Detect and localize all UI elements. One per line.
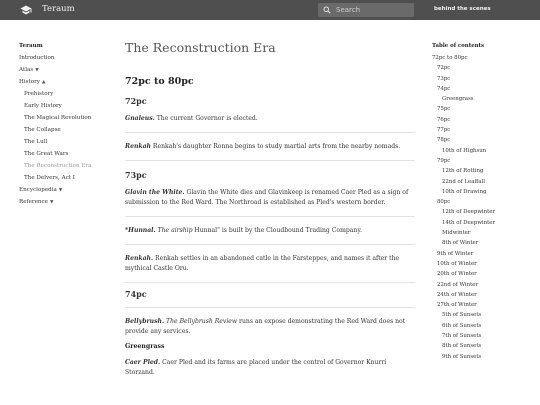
toc-link[interactable]: 27th of Winter	[437, 302, 477, 309]
toc-link[interactable]: 79pc	[437, 157, 451, 164]
sidebar-item[interactable]	[19, 198, 114, 210]
timeline-entry	[125, 254, 415, 274]
timeline-entry	[125, 358, 415, 378]
toc-link[interactable]: 12th of Deepwinter	[442, 209, 496, 216]
year-heading: 74pc	[125, 289, 147, 299]
entry-text: Caer Pled and its farms are placed under the control of Governor Knurri Storzand.	[125, 359, 387, 376]
toc-link[interactable]: 10th of Drawing	[442, 188, 487, 195]
toc-link[interactable]: 10th of Highsun	[442, 147, 487, 154]
sidebar-item[interactable]	[19, 102, 114, 114]
era-heading: 72pc to 80pc	[125, 76, 194, 87]
graduation-cap-icon	[20, 4, 32, 16]
sidebar-item-label: The Delvers, Act I	[24, 175, 75, 181]
toc-link[interactable]: 7th of Sunsets	[442, 333, 482, 340]
entry-text: The current Governor is elected.	[154, 115, 258, 122]
sidebar-item-label: History	[19, 79, 40, 85]
toc-link[interactable]: 22nd of Leaffall	[442, 178, 485, 185]
sidebar-item[interactable]	[19, 162, 114, 174]
entry-text: Renkah's daughter Ronna begins to study martial arts from the nearby nomads.	[150, 143, 401, 150]
year-heading: 73pc	[125, 170, 147, 180]
toc-link[interactable]: 9th of Sunsets	[442, 353, 482, 360]
sidebar-nav	[19, 42, 114, 210]
caret-down-icon[interactable]: ▼	[35, 68, 39, 73]
entry-text: runs an expose demonstrating the Red Ward does not provide any services.	[125, 318, 406, 335]
sidebar-item[interactable]	[19, 78, 114, 90]
sidebar-item-label: Early History	[24, 103, 62, 109]
entry-tag: Renkah	[125, 143, 151, 150]
sidebar-item-label: The Great Wars	[24, 151, 69, 157]
year-heading: 72pc	[125, 96, 147, 106]
main-content	[125, 40, 415, 378]
toc-link[interactable]: 77pc	[437, 127, 451, 134]
timeline-entry	[125, 142, 415, 152]
sidebar-item[interactable]	[19, 114, 114, 126]
sidebar-heading[interactable]: Teraum	[19, 43, 43, 49]
entry-tag: Renkah.	[125, 255, 154, 262]
sidebar-item[interactable]	[19, 186, 114, 198]
toc-link[interactable]: 14th of Deepwinter	[442, 219, 496, 226]
divider	[125, 132, 415, 133]
search-icon	[323, 6, 331, 14]
caret-up-icon[interactable]: ▲	[42, 80, 46, 85]
toc-link[interactable]: 12th of Rotting	[442, 168, 484, 175]
sidebar-item-label: Prehistory	[24, 91, 54, 97]
sidebar-item-label: The Magical Revolution	[24, 115, 92, 121]
sidebar-item[interactable]	[19, 174, 114, 186]
sidebar-item[interactable]	[19, 54, 114, 66]
divider	[125, 282, 415, 283]
sidebar-item[interactable]	[19, 138, 114, 150]
divider	[125, 307, 415, 308]
sidebar-item[interactable]	[19, 66, 114, 78]
toc-link[interactable]: 24th of Winter	[437, 291, 477, 298]
divider	[125, 160, 415, 161]
timeline-entry	[125, 188, 415, 208]
search-input[interactable]	[336, 4, 410, 16]
sidebar-item-label: The Reconstruction Era	[24, 163, 92, 169]
sidebar-item-label: Introduction	[19, 55, 55, 61]
entry-text: Glavin the White dies and Glavinkeep is renamed Caer Pled as a sign of submission to the Red Ward. The Northroad is established as Pled's western border.	[125, 189, 409, 206]
caret-down-icon[interactable]: ▼	[49, 200, 54, 205]
toc-link[interactable]: 22nd of Winter	[437, 281, 479, 288]
search-box[interactable]	[318, 3, 414, 17]
toc-link[interactable]: 8th of Winter	[442, 240, 479, 247]
timeline-entry	[125, 114, 415, 124]
sidebar-item[interactable]	[19, 126, 114, 138]
entry-italic-text: The Bellybrush Review	[164, 318, 238, 325]
toc-link[interactable]: 9th of Winter	[437, 250, 474, 257]
entry-tag: Gnaleus.	[125, 115, 155, 122]
timeline-entry	[125, 317, 415, 337]
toc-link[interactable]: 6th of Sunsets	[442, 322, 482, 329]
entry-tag: Glavin the White.	[125, 189, 185, 196]
toc-link[interactable]: 5th of Sunsets	[442, 312, 482, 319]
entry-text: Hunnal" is built by the Cloudbound Trading Company.	[192, 227, 362, 234]
entry-tag: Caer Pled.	[125, 359, 161, 366]
sidebar-item-label: The Collapse	[24, 127, 61, 133]
toc-heading: Table of contents	[432, 43, 485, 49]
toc-link[interactable]: Greengrass	[442, 96, 474, 103]
site-title[interactable]: Teraum	[42, 4, 75, 14]
divider	[125, 244, 415, 245]
toc-link[interactable]: 78pc	[437, 137, 451, 144]
toc-link[interactable]: 76pc	[437, 116, 451, 123]
toc-link[interactable]: 10th of Winter	[437, 260, 477, 267]
entry-tag: *Hunnal.	[125, 227, 156, 234]
entry-italic-text: The airship	[155, 227, 193, 234]
toc-link[interactable]: 75pc	[437, 106, 451, 113]
timeline-entry	[125, 226, 415, 236]
toc-link[interactable]: Midwinter	[442, 230, 471, 237]
toc-link[interactable]: 8th of Sunsets	[442, 343, 482, 350]
sidebar-item[interactable]	[19, 90, 114, 102]
toc-link[interactable]: 72pc	[437, 65, 451, 72]
toc-link[interactable]: 72pc to 80pc	[432, 55, 468, 61]
behind-the-scenes-link[interactable]: behind the scenes	[434, 6, 491, 12]
divider	[125, 216, 415, 217]
season-heading: Greengrass	[125, 343, 165, 350]
toc-link[interactable]: 20th of Winter	[437, 271, 477, 278]
sidebar-item-label: The Lull	[24, 139, 48, 145]
toc-link[interactable]: 73pc	[437, 75, 451, 82]
table-of-contents	[432, 42, 532, 363]
sidebar-item-label: Reference	[19, 199, 48, 205]
page-title: The Reconstruction Era	[125, 40, 276, 55]
entry-tag: Bellybrush.	[125, 318, 165, 325]
sidebar-item-label: Encyclopedia	[19, 187, 57, 193]
toc-link[interactable]: 80pc	[437, 199, 451, 206]
caret-down-icon[interactable]: ▼	[58, 188, 63, 193]
toc-link[interactable]: 74pc	[437, 85, 451, 92]
sidebar-item-label: Atlas	[19, 67, 34, 73]
sidebar-item[interactable]	[19, 150, 114, 162]
entry-text: Renkah settles in an abandoned catle in the Farsteppes, and names it after the mythical Castle Oru.	[125, 255, 400, 272]
top-bar	[0, 0, 540, 20]
